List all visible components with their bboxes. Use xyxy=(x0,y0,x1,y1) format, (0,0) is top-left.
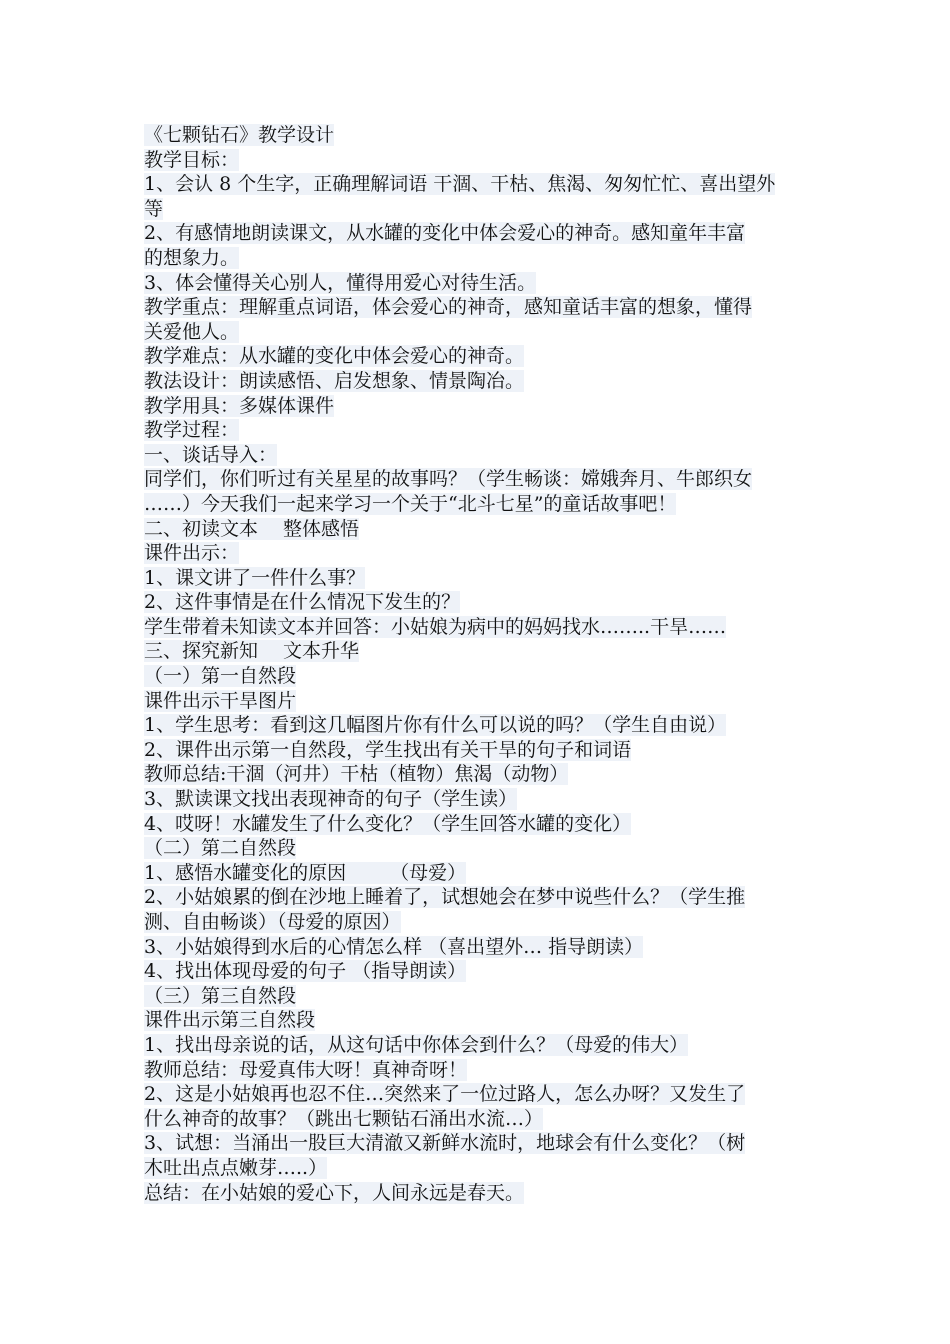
paragraph-line: 2、这是小姑娘再也忍不住…突然来了一位过路人，怎么办呀？又发生了 xyxy=(144,1083,746,1106)
paragraph-line: 3、体会懂得关心别人，懂得用爱心对待生活。 xyxy=(144,271,537,294)
paragraph-line: 1、感悟水罐变化的原因 （母爱） xyxy=(144,861,467,884)
paragraph-line: 教学重点：理解重点词语，体会爱心的神奇，感知童话丰富的想象，懂得 xyxy=(144,296,753,319)
section-heading: 教学过程： xyxy=(144,419,240,442)
section-heading: 三、探究新知 文本升华 xyxy=(144,640,360,663)
paragraph-line: 学生带着未知读文本并回答：小姑娘为病中的妈妈找水……..干旱…… xyxy=(144,615,727,638)
paragraph-line: 4、找出体现母爱的句子 （指导朗读） xyxy=(144,960,467,983)
paragraph-line: 2、课件出示第一自然段，学生找出有关干旱的句子和词语 xyxy=(144,738,632,761)
paragraph-line: 等 xyxy=(144,197,164,220)
paragraph-line: 2、这件事情是在什么情况下发生的？ xyxy=(144,591,461,614)
paragraph-line: 同学们，你们听过有关星星的故事吗？（学生畅谈：嫦娥奔月、牛郎织女 xyxy=(144,468,753,491)
paragraph-line: 3、默读课文找出表现神奇的句子（学生读） xyxy=(144,788,518,811)
section-heading: 一、谈话导入： xyxy=(144,443,278,466)
subsection-heading: （三）第三自然段 xyxy=(144,984,297,1007)
paragraph-line: 木吐出点点嫩芽…..） xyxy=(144,1156,328,1179)
paragraph-line: 课件出示干旱图片 xyxy=(144,689,297,712)
document-body xyxy=(144,123,816,1205)
paragraph-line: 1、会认 8 个生字，正确理解词语 干涸、干枯、焦渴、匆匆忙忙、喜出望外 xyxy=(144,173,776,196)
section-heading: 二、初读文本 整体感悟 xyxy=(144,517,360,540)
document-title: 《七颗钻石》教学设计 xyxy=(144,124,335,146)
paragraph-line: ……）今天我们一起来学习一个关于“北斗七星”的童话故事吧！ xyxy=(144,492,677,515)
paragraph-line: 教师总结:干涸（河井）干枯（植物）焦渴（动物） xyxy=(144,763,569,786)
paragraph-line: 教法设计：朗读感悟、启发想象、情景陶冶。 xyxy=(144,369,525,392)
subsection-heading: （二）第二自然段 xyxy=(144,837,297,860)
paragraph-line: 2、小姑娘累的倒在沙地上睡着了，试想她会在梦中说些什么？（学生推 xyxy=(144,886,746,909)
paragraph-line: 1、学生思考：看到这几幅图片你有什么可以说的吗？（学生自由说） xyxy=(144,714,727,737)
paragraph-line: 1、课文讲了一件什么事？ xyxy=(144,566,366,589)
paragraph-line: 课件出示： xyxy=(144,542,240,565)
section-heading: 教学目标： xyxy=(144,148,240,171)
paragraph-line: 教师总结：母爱真伟大呀！真神奇呀！ xyxy=(144,1058,468,1081)
paragraph-line: 3、小姑娘得到水后的心情怎么样 （喜出望外… 指导朗读） xyxy=(144,935,644,958)
subsection-heading: （一）第一自然段 xyxy=(144,665,297,688)
paragraph-line: 教学用具：多媒体课件 xyxy=(144,394,335,417)
paragraph-line: 的想象力。 xyxy=(144,246,240,269)
paragraph-line: 课件出示第三自然段 xyxy=(144,1009,316,1032)
paragraph-line: 3、试想：当涌出一股巨大清澈又新鲜水流时，地球会有什么变化？（树 xyxy=(144,1132,746,1155)
paragraph-line: 测、自由畅谈）（母爱的原因） xyxy=(144,911,401,933)
paragraph-line: 什么神奇的故事？（跳出七颗钻石涌出水流…） xyxy=(144,1107,544,1130)
paragraph-line: 4、哎呀！水罐发生了什么变化？（学生回答水罐的变化） xyxy=(144,812,632,835)
paragraph-line: 2、有感情地朗读课文，从水罐的变化中体会爱心的神奇。感知童年丰富 xyxy=(144,222,746,245)
paragraph-line: 总结：在小姑娘的爱心下，人间永远是春天。 xyxy=(144,1181,525,1204)
paragraph-line: 1、找出母亲说的话，从这句话中你体会到什么？（母爱的伟大） xyxy=(144,1033,689,1056)
paragraph-line: 教学难点：从水罐的变化中体会爱心的神奇。 xyxy=(144,345,525,368)
paragraph-line: 关爱他人。 xyxy=(144,320,240,343)
